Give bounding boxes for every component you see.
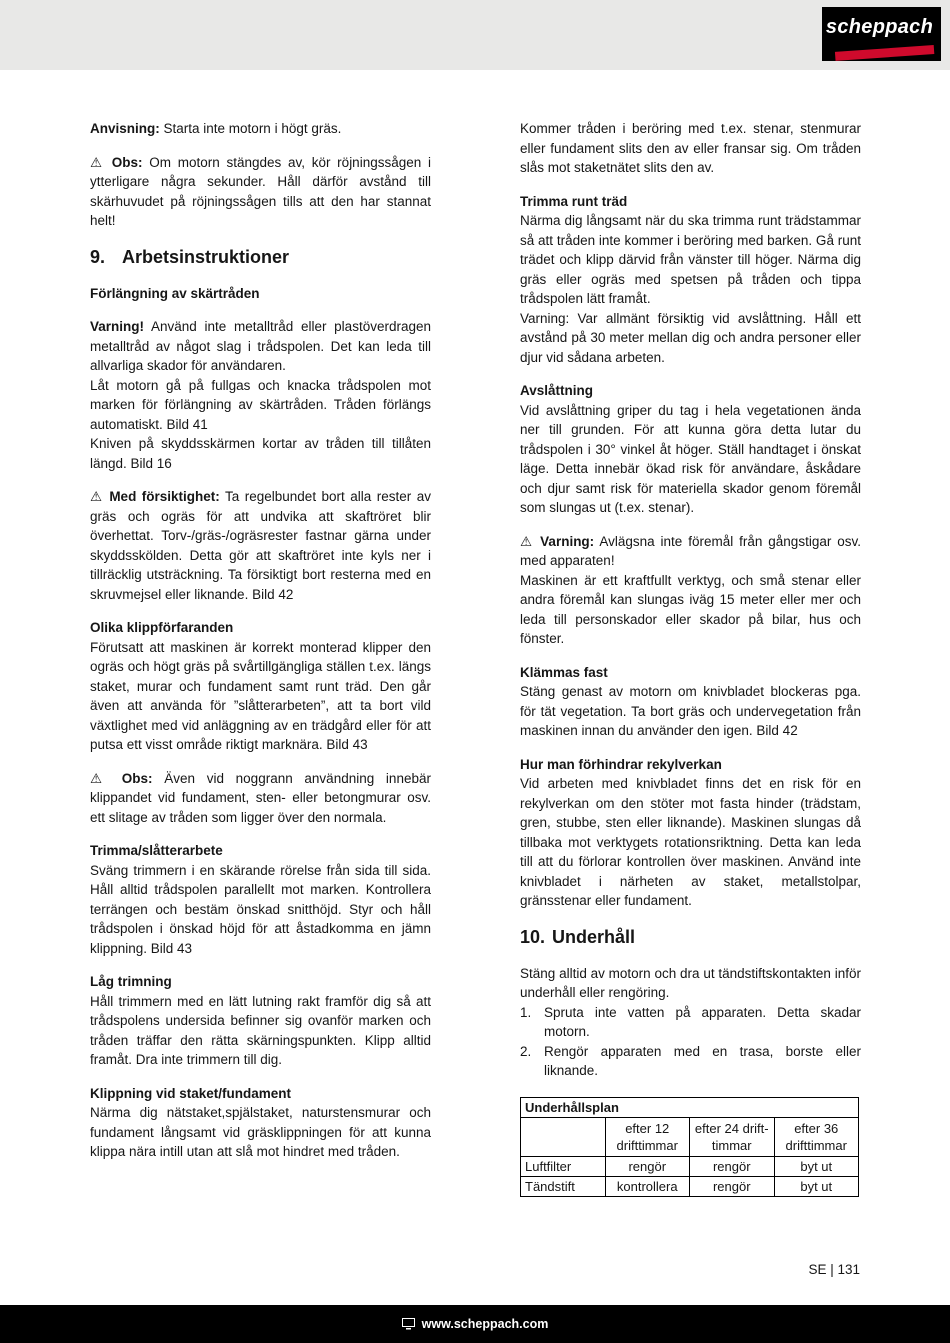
warning-icon: ⚠ xyxy=(520,533,535,549)
body-paragraph: Varning: Var allmänt försiktig vid avslåttning. Håll ett avstånd på 30 meter mellan dig och andra personer eller djur vid sådana arbeten. xyxy=(520,310,861,365)
footer-url: www.scheppach.com xyxy=(421,1317,549,1331)
section-heading-underhall xyxy=(520,925,861,949)
table-row xyxy=(521,1156,859,1176)
table-cell: rengör xyxy=(690,1176,775,1196)
table-title-row xyxy=(521,1097,859,1117)
list-item-text: Spruta inte vatten på apparaten. Detta skadar motorn. xyxy=(544,1004,861,1039)
table-header-24h: efter 24 drift-timmar xyxy=(690,1117,775,1156)
section-heading-arbetsinstruktioner xyxy=(90,245,431,269)
list-item xyxy=(520,1042,861,1081)
table-header-12h: efter 12 drifttimmar xyxy=(605,1117,690,1156)
note-paragraph xyxy=(90,119,431,139)
note-lead: Anvisning: xyxy=(90,121,160,136)
warning-paragraph-obs1 xyxy=(90,153,431,231)
warning-text: Ta regelbundet bort alla rester av gräs och ogräs för att undvika att skaftröret blir överhettat. Torv-/gräs-/ogräsrester fastnar gärna under skyddsskölden. Detta gör att skaftröret inte kyls ner i tillräcklig utsträckning. Ta försiktigt bort resterna med en skruvmejsel eller liknande. Bild 42 xyxy=(90,489,431,602)
table-cell: rengör xyxy=(690,1156,775,1176)
table-title: Underhållsplan xyxy=(521,1097,859,1117)
warning-text: Använd inte metalltråd eller plastöverdragen metalltråd av något slag i trådspolen. Det kan leda till allvarliga skador för användaren. xyxy=(90,319,431,373)
subheading-klippning-staket: Klippning vid staket/fundament xyxy=(90,1085,292,1101)
warning-paragraph-varning xyxy=(90,317,431,376)
footer-bar xyxy=(0,1305,950,1343)
warning-text: Avlägsna inte föremål från gångstigar osv. med apparaten! xyxy=(520,533,861,568)
subheading-trimma-runt-trad: Trimma runt träd xyxy=(520,193,628,209)
row-label: Luftfilter xyxy=(521,1156,606,1176)
body-paragraph: Förutsatt att maskinen är korrekt monterad klipper den ogräs och högt gräs på svårtillgängliga ställen t.ex. längs staket, murar och fundament samt runt träd. Den går även att använda för ”slåtterarbeten”, att ta bort vild växtlighet med vid anläggning av en trädgård eller för att putsa ett visst område riktigt marknära. Bild 43 xyxy=(90,639,431,752)
logo-red-swoosh xyxy=(835,45,934,61)
body-paragraph: Vid avslåttning griper du tag i hela vegetationen ända ner till grunden. För att kunna göra detta lutar du trådspolen i 30° vinkel åt höger. Ställ handtaget i önskat läge. Detta innebär ökad risk för användare, åskådare och djur samt risk för materiella skador genom föremål som slungas ut (t.ex. stenar). xyxy=(520,402,861,515)
body-paragraph: Stäng genast av motorn om knivbladet blockeras pga. för tät vegetation. Ta bort gräs och undervegetation från maskinen innan du använder den igen. Bild 42 xyxy=(520,684,861,738)
warning-icon: ⚠ xyxy=(90,154,106,170)
table-cell: byt ut xyxy=(774,1156,859,1176)
section-number: 9. xyxy=(90,246,106,267)
body-paragraph: Sväng trimmern i en skärande rörelse från sida till sida. Håll alltid trådspolen parallellt mot marken. Kontrollera terrängen och bestäm önskad snitthöjd. Styr och håll trådspolen i önskad höjd för att åstadkomma en jämn klippning. Bild 43 xyxy=(90,862,431,956)
body-paragraph: Maskinen är ett kraftfullt verktyg, och små stenar eller andra föremål kan slungas iväg 15 meter eller mer och leda till personskador eller skador på bilar, hus och fönster. xyxy=(520,572,861,646)
warning-icon: ⚠ xyxy=(90,489,104,504)
body-paragraph: Låt motorn gå på fullgas och knacka trådspolen mot marken för förlängning av skärtråden. Tråden förlängs automatiskt. Bild 41 xyxy=(90,377,431,432)
section-number: 10. xyxy=(520,926,546,947)
subheading-trimma-slatterarbete: Trimma/slåtterarbete xyxy=(90,843,223,858)
warning-lead: Varning: xyxy=(540,533,595,549)
warning-paragraph-forsiktighet xyxy=(90,487,431,604)
maintenance-steps-list xyxy=(520,1003,861,1081)
body-paragraph: Stäng alltid av motorn och dra ut tändstiftskontakten inför underhåll eller rengöring. xyxy=(520,965,861,1000)
page-header-bar xyxy=(0,0,950,70)
subheading-lag-trimning: Låg trimning xyxy=(90,974,172,989)
list-item-text: Rengör apparaten med en trasa, borste eller liknande. xyxy=(544,1043,861,1078)
body-paragraph: Kniven på skyddsskärmen kortar av tråden till tillåten längd. Bild 16 xyxy=(90,436,431,471)
warning-lead: Med försiktighet: xyxy=(109,489,220,504)
note-text: Starta inte motorn i högt gräs. xyxy=(163,121,342,136)
table-row xyxy=(521,1176,859,1196)
warning-text: Om motorn stängdes av, kör röjningssågen i ytterligare några sekunder. Håll därför avstånd till skärhuvudet på röjningssågen tills att den har stannat helt! xyxy=(90,154,431,228)
computer-icon xyxy=(402,1318,415,1330)
table-header-row xyxy=(521,1117,859,1156)
maintenance-plan-table xyxy=(520,1097,859,1197)
table-header-empty xyxy=(521,1117,606,1156)
left-column xyxy=(90,119,431,1176)
subheading-rekylverkan: Hur man förhindrar rekylverkan xyxy=(520,756,722,772)
body-paragraph: Närma dig nätstaket,spjälstaket, naturstensmurar och fundament långsamt vid gräsklippningen för att kunna klippa nära intill utan att slå mot hindret med tråden. xyxy=(90,1105,431,1159)
row-label: Tändstift xyxy=(521,1176,606,1196)
body-paragraph: Kommer tråden i beröring med t.ex. stenar, stenmurar eller fundament slits den av eller fransar sig. Om tråden slås mot staketnätet slits den av. xyxy=(520,121,861,175)
body-paragraph: Vid arbeten med knivbladet finns det en risk för en rekylverkan om den stöter mot fasta hinder (trädstam, gren, stubbe, sten eller liknande). Maskinen slungas då tillbaka mot verktygets rotationsriktning. Detta kan leda till att du förlorar kontrollen över maskinen. Använd inte knivbladet i närheten av staket, metallstolpar, gränsstenar eller fundament. xyxy=(520,776,861,908)
subheading-klammas-fast: Klämmas fast xyxy=(520,664,608,680)
warning-paragraph-varning2 xyxy=(520,532,861,571)
warning-paragraph-obs2 xyxy=(90,769,431,828)
subheading-avslattning: Avslåttning xyxy=(520,383,594,398)
warning-lead: Varning! xyxy=(90,319,145,334)
table-cell: kontrollera xyxy=(605,1176,690,1196)
warning-text: Även vid noggrann användning innebär klippandet vid fundament, sten- eller betongmurar osv. ett slitage av tråden som ligger över den normala. xyxy=(90,770,431,825)
warning-lead: Obs: xyxy=(121,770,153,786)
body-paragraph: Närma dig långsamt när du ska trimma runt trädstammar så att tråden inte kommer i beröring med barken. Gå runt trädet och klipp därvid från vänster till höger. Närma dig gräs eller ogräs med spetsen på tråden och tippa trådspolen lätt framåt. xyxy=(520,213,861,306)
right-column xyxy=(520,119,861,1197)
warning-icon: ⚠ xyxy=(90,770,111,786)
table-header-36h: efter 36 drifttimmar xyxy=(774,1117,859,1156)
brand-name: scheppach xyxy=(825,16,934,38)
list-item-number: 2. xyxy=(520,1043,532,1059)
subheading-olika-klippforfaranden: Olika klippförfaranden xyxy=(90,620,234,635)
subheading-forlangning: Förlängning av skärtråden xyxy=(90,285,260,301)
warning-lead: Obs: xyxy=(111,154,143,170)
body-paragraph: Håll trimmern med en lätt lutning rakt framför dig så att trådspolens undersida befinner sig ovanför marken och tråden träffar den rätta skärningspunkten. Klipp alltid framåt. Dra inte trimmern till dig. xyxy=(90,993,431,1067)
page-number: SE | 131 xyxy=(808,1262,860,1277)
section-title: Underhåll xyxy=(552,926,636,947)
table-cell: rengör xyxy=(605,1156,690,1176)
list-item xyxy=(520,1003,861,1042)
table-cell: byt ut xyxy=(774,1176,859,1196)
scheppach-logo xyxy=(822,7,941,61)
list-item-number: 1. xyxy=(520,1004,532,1020)
section-title: Arbetsinstruktioner xyxy=(122,246,290,267)
